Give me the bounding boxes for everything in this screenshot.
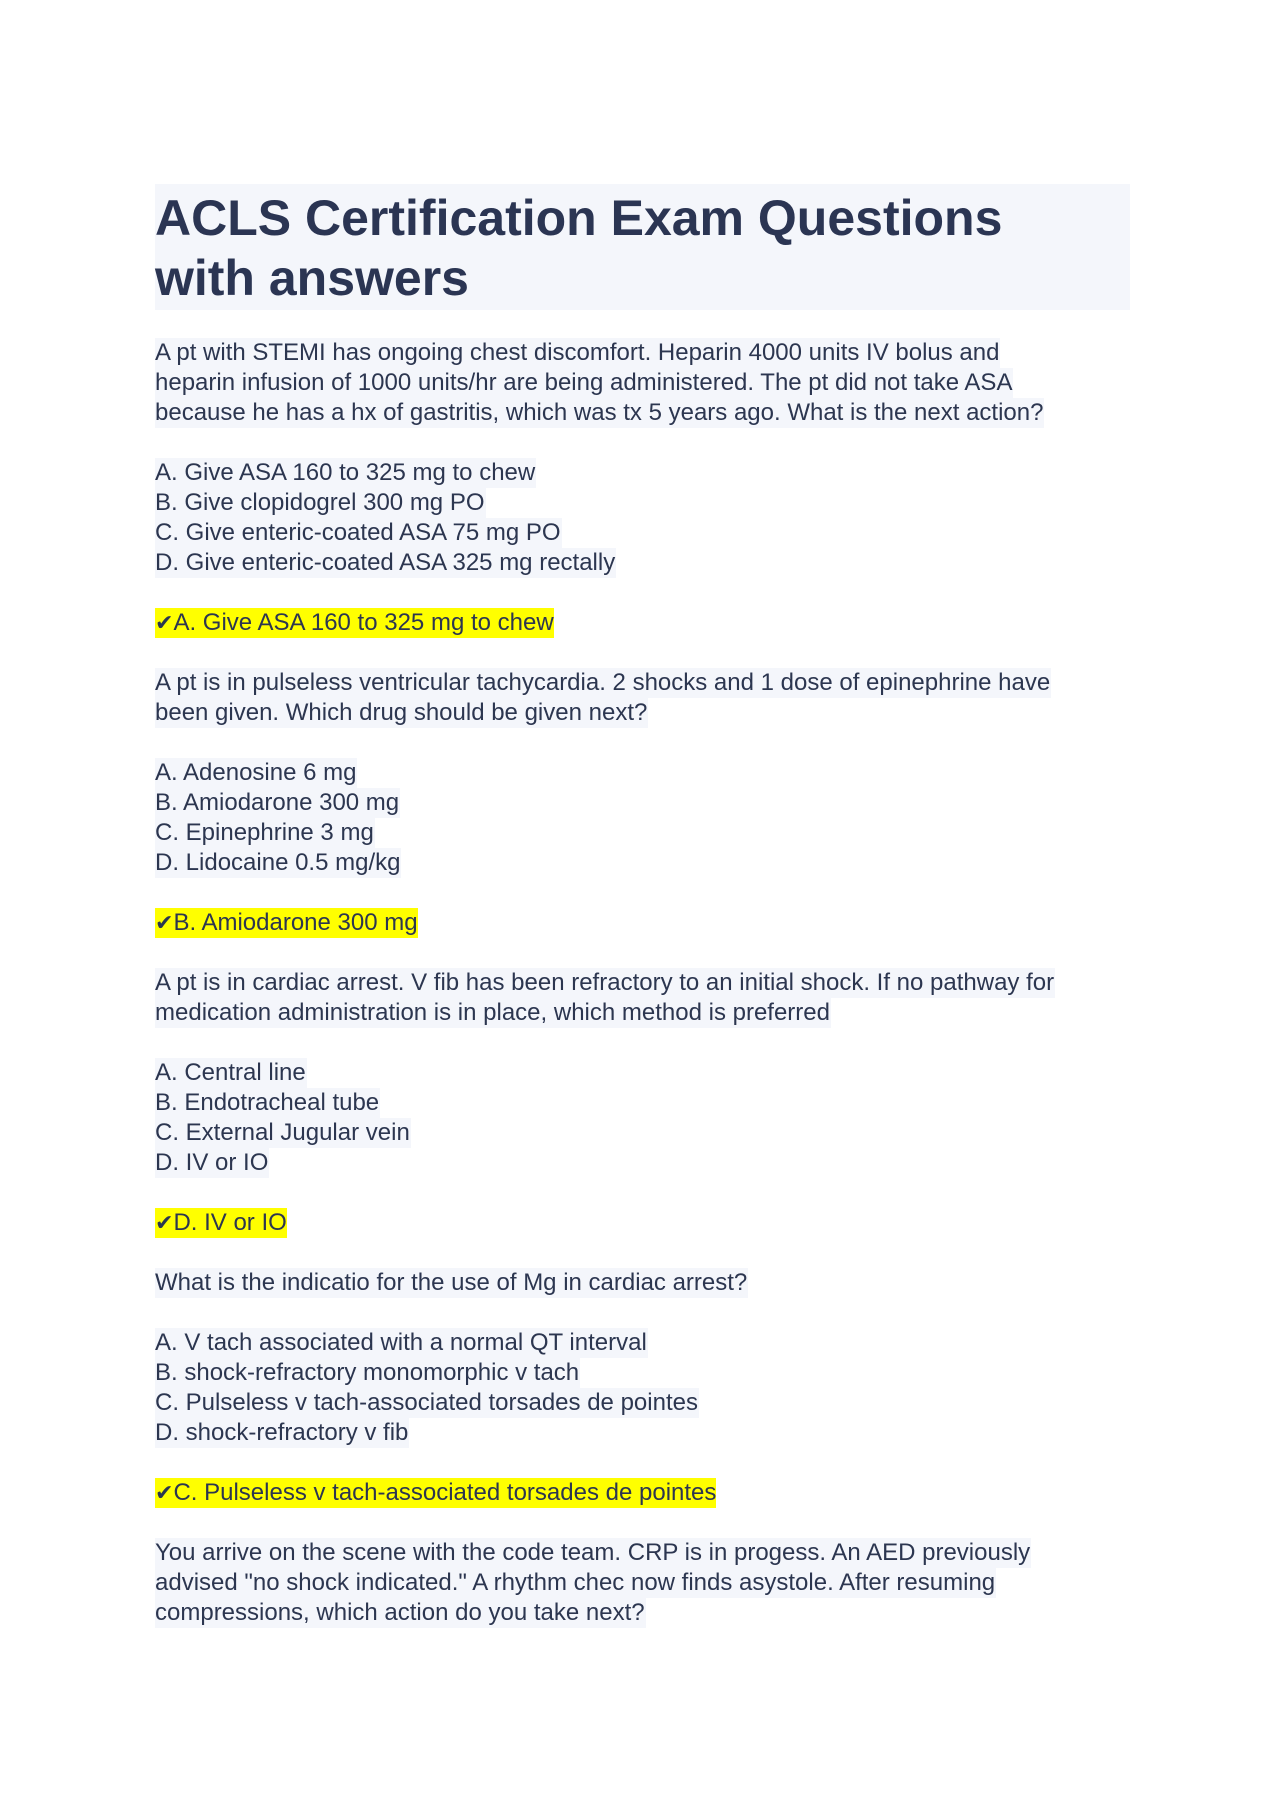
question-stem-line: You arrive on the scene with the code team. CRP is in progess. An AED previously <box>155 1539 1031 1566</box>
option-c: C. Epinephrine 3 mg <box>155 819 374 846</box>
question-block-1 <box>155 338 1130 668</box>
option-d: D. Lidocaine 0.5 mg/kg <box>155 849 401 876</box>
option-b: B. Give clopidogrel 300 mg PO <box>155 489 485 516</box>
answer-highlight <box>155 1478 716 1508</box>
question-stem-line: because he has a hx of gastritis, which was tx 5 years ago. What is the next action? <box>155 399 1044 426</box>
answer-text: A. Give ASA 160 to 325 mg to chew <box>173 609 554 636</box>
question-stem-line: been given. Which drug should be given next? <box>155 699 648 726</box>
option-a: A. Give ASA 160 to 325 mg to chew <box>155 459 536 486</box>
answer-highlight <box>155 608 554 638</box>
checkmark-icon: ✔ <box>155 910 174 935</box>
question-stem-line: compressions, which action do you take next? <box>155 1599 645 1626</box>
option-d: D. shock-refractory v fib <box>155 1419 409 1446</box>
title-block <box>155 184 1130 310</box>
option-a: A. Central line <box>155 1059 306 1086</box>
question-block-2 <box>155 668 1130 968</box>
title-line: with answers <box>155 250 469 306</box>
option-c: C. Pulseless v tach-associated torsades de pointes <box>155 1389 698 1416</box>
checkmark-icon: ✔ <box>155 610 174 635</box>
answer-highlight <box>155 1208 287 1238</box>
question-stem-line: A pt is in pulseless ventricular tachycardia. 2 shocks and 1 dose of epinephrine have <box>155 669 1051 696</box>
answer-text: B. Amiodarone 300 mg <box>173 909 418 936</box>
question-stem-line: heparin infusion of 1000 units/hr are being administered. The pt did not take ASA <box>155 369 1013 396</box>
document-page <box>155 184 1130 1628</box>
answer-text: C. Pulseless v tach-associated torsades de pointes <box>173 1479 717 1506</box>
answer-highlight <box>155 908 418 938</box>
question-block-5 <box>155 1538 1130 1628</box>
option-b: B. Endotracheal tube <box>155 1089 380 1116</box>
question-block-3 <box>155 968 1130 1268</box>
option-b: B. Amiodarone 300 mg <box>155 789 400 816</box>
checkmark-icon: ✔ <box>155 1210 174 1235</box>
question-stem-line: medication administration is in place, which method is preferred <box>155 999 830 1026</box>
question-stem-line: A pt with STEMI has ongoing chest discomfort. Heparin 4000 units IV bolus and <box>155 339 1000 366</box>
option-a: A. V tach associated with a normal QT interval <box>155 1329 647 1356</box>
option-c: C. External Jugular vein <box>155 1119 410 1146</box>
document-title <box>155 188 1130 308</box>
option-a: A. Adenosine 6 mg <box>155 759 357 786</box>
answer-text: D. IV or IO <box>173 1209 287 1236</box>
option-b: B. shock-refractory monomorphic v tach <box>155 1359 580 1386</box>
question-stem-line: advised "no shock indicated." A rhythm chec now finds asystole. After resuming <box>155 1569 996 1596</box>
question-stem-line: What is the indicatio for the use of Mg in cardiac arrest? <box>155 1269 748 1296</box>
option-d: D. Give enteric-coated ASA 325 mg rectally <box>155 549 616 576</box>
title-line: ACLS Certification Exam Questions <box>155 190 1003 246</box>
option-d: D. IV or IO <box>155 1149 269 1176</box>
question-stem-line: A pt is in cardiac arrest. V fib has been refractory to an initial shock. If no pathway for <box>155 969 1055 996</box>
checkmark-icon: ✔ <box>155 1480 174 1505</box>
question-block-4 <box>155 1268 1130 1538</box>
option-c: C. Give enteric-coated ASA 75 mg PO <box>155 519 561 546</box>
